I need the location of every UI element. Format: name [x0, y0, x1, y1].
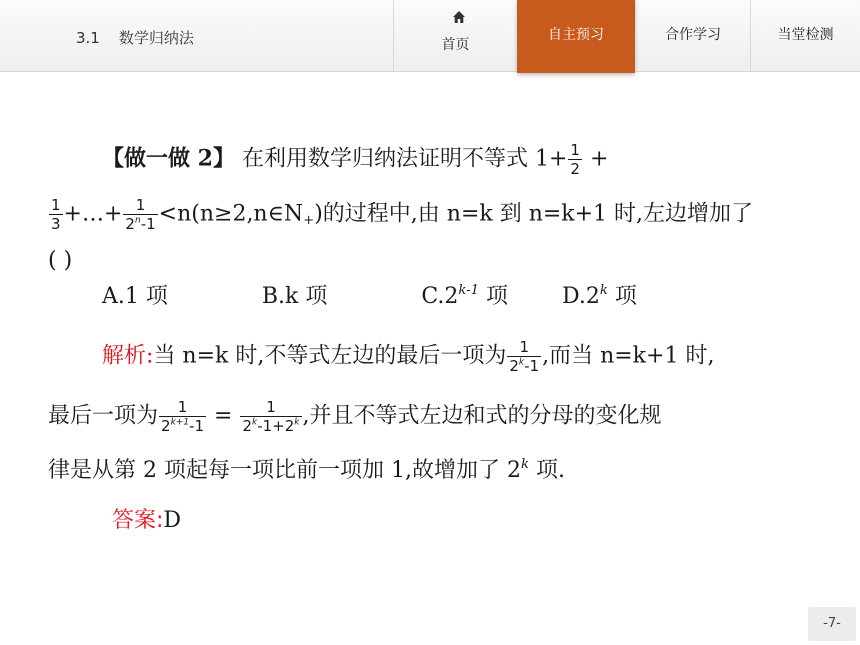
fraction-last-term-k-plus-1: $\frac{1}{2^{k+1}-1}$ — [161, 398, 205, 435]
solution-line-1: 解析:当 n=k 时,不等式左边的最后一项为 $\frac{1}{2^k-1}$ ,而当 n=k+1 时, — [102, 338, 715, 375]
fraction-one-third: $\frac{1}{3}$ — [51, 196, 61, 233]
problem-tag: 【做一做 2】 — [102, 145, 235, 172]
answer-line — [112, 506, 181, 536]
section-title: 3.1 数学归纳法 — [76, 29, 194, 47]
option-d: D.2$^k$ 项 — [562, 282, 637, 309]
problem-line-1: 【做一做 2】 在利用数学归纳法证明不等式 1+ $\frac{1}{2}$ + — [102, 141, 609, 178]
tab-cooperative-learning[interactable]: 合作学习 — [635, 0, 750, 72]
page-number: -7- — [808, 607, 856, 641]
problem-lead: 在利用数学归纳法证明不等式 1+ — [241, 146, 568, 172]
inequality-text: <n(n≥2,n∈N — [158, 201, 304, 227]
answer-label: 答案: — [112, 508, 164, 533]
problem-line-2: $\frac{1}{3}$ +…+ $\frac{1}{2^n-1}$ $<n(n\ge 2,n\in N_+)$的过程中,由 n=k 到 n=k+1 时,左边增加了 — [51, 196, 754, 233]
fraction-last-term-k: $\frac{1}{2^k-1}$ — [509, 338, 540, 375]
fraction-one-half: $\frac{1}{2}$ — [570, 141, 580, 178]
tab-self-study[interactable]: 自主预习 — [517, 0, 635, 73]
home-icon — [452, 10, 466, 24]
option-a: A.1 项 — [102, 284, 168, 309]
solution-label: 解析 — [102, 343, 147, 369]
fraction-one-over-2n-minus-1: $\frac{1}{2^n-1}$ — [125, 196, 156, 233]
home-label: 首页 — [441, 37, 470, 53]
problem-rest: )的过程中,由 n=k 到 n=k+1 时,左边增加了 — [314, 201, 754, 227]
solution-line-3: 律是从第 2 项起每一项比前一项加 1,故增加了 2$^k$ 项. — [48, 456, 565, 483]
top-navigation-bar — [0, 0, 860, 72]
solution-line-2: 最后一项为 $\frac{1}{2^{k+1}-1}$ = $\frac{1}{2^k-1+2^k}$ ,并且不等式左边和式的分母的变化规 — [48, 398, 662, 435]
options-row — [102, 282, 637, 312]
answer-blank: ( ) — [48, 248, 73, 273]
option-b: B.k 项 — [261, 284, 328, 309]
option-c: C.2$^{k-1}$ 项 — [421, 282, 509, 309]
answer-value: D — [163, 508, 182, 533]
home-button[interactable] — [393, 0, 517, 72]
tab-in-class-test[interactable]: 当堂检测 — [750, 0, 860, 72]
fraction-expanded: $\frac{1}{2^k-1+2^k}$ — [242, 398, 300, 435]
